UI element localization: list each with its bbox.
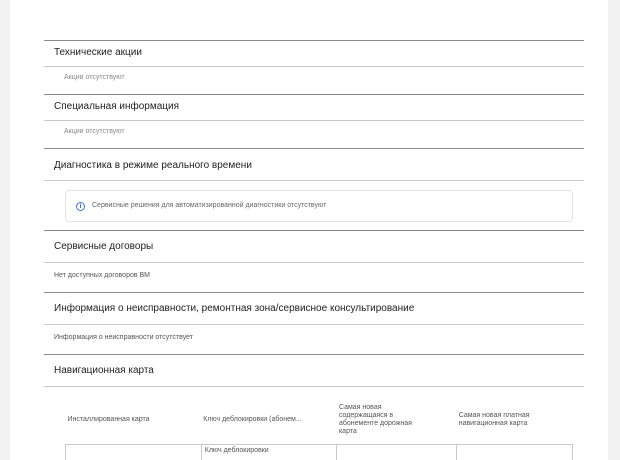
section-title: Технические акции xyxy=(54,47,142,58)
info-circle-icon: i xyxy=(76,202,85,211)
divider xyxy=(44,324,584,325)
section-title: Информация о неисправности, ремонтная зона/сервисное консультирование xyxy=(54,303,415,314)
vehicle-report-page xyxy=(10,0,608,460)
section-title: Диагностика в режиме реального времени xyxy=(54,160,252,171)
section-faults-header xyxy=(44,292,584,324)
diagnostics-info-notice xyxy=(65,190,573,222)
divider xyxy=(44,262,584,263)
section-special-info-header xyxy=(44,94,584,120)
column-header-installed-map: Инсталлированная карта xyxy=(67,416,150,423)
column-header-newest-subscription-map: Самая новая содержащаяся в абонементе дорожная карта xyxy=(338,404,412,435)
section-nav-map-header xyxy=(44,354,584,386)
divider xyxy=(44,120,584,121)
empty-state-text: Нет доступных договоров ВМ xyxy=(54,272,151,279)
nav-map-table xyxy=(65,396,573,460)
table-cell xyxy=(457,445,573,460)
empty-state-text: Информация о неисправности отсутствует xyxy=(54,334,193,341)
table-header-row xyxy=(66,396,573,445)
divider xyxy=(44,180,584,181)
section-service-contracts-header xyxy=(44,230,584,262)
section-title: Сервисные договоры xyxy=(54,241,154,252)
empty-state-text: Акции отсутствуют xyxy=(64,74,125,81)
section-title: Специальная информация xyxy=(54,101,180,112)
section-technical-actions-header xyxy=(44,40,584,66)
section-title: Навигационная карта xyxy=(54,365,154,376)
divider xyxy=(44,66,584,67)
column-header-unlock-key: Ключ деблокировки (абонем... xyxy=(203,416,302,423)
info-notice-text: Сервисные решения для автоматизированной диагностики отсутствуют xyxy=(92,202,327,209)
column-header-newest-paid-map: Самая новая платная навигационная карта xyxy=(458,412,530,427)
table-row xyxy=(66,445,573,460)
empty-state-text: Акции отсутствуют xyxy=(64,128,125,135)
table-cell xyxy=(66,445,202,460)
section-realtime-diagnostics-header xyxy=(44,148,584,180)
table-cell: Ключ деблокировки xyxy=(201,445,337,460)
divider xyxy=(44,386,584,387)
table-cell xyxy=(337,445,457,460)
